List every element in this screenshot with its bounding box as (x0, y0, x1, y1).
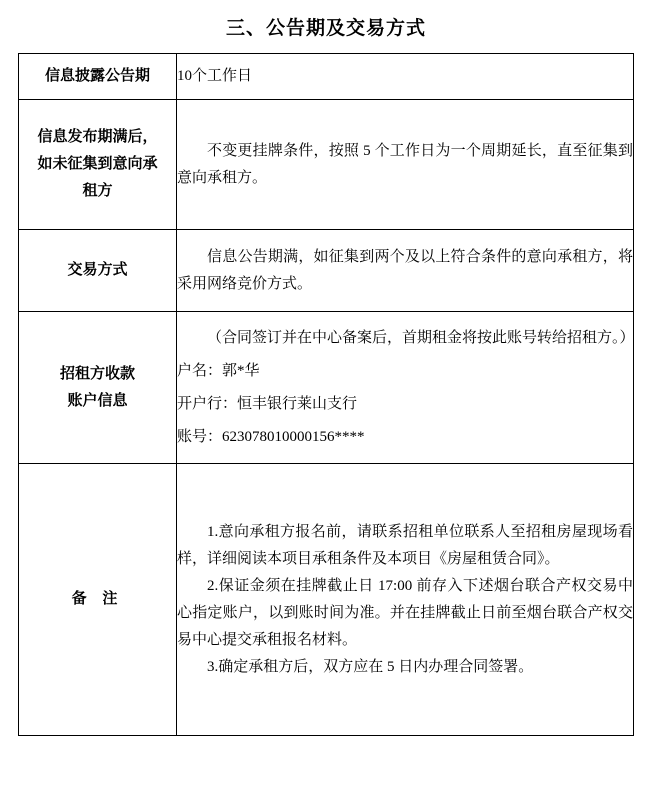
row-value-after-expiry (177, 100, 634, 230)
value-paragraph: 开户行：恒丰银行莱山支行 (177, 395, 358, 412)
row-label-after-expiry (19, 100, 177, 230)
label-line: 信息披露公告期 (44, 68, 150, 84)
label-line: 备 注 (71, 591, 124, 607)
label-line: 信息发布期满后， (37, 129, 158, 145)
value-paragraph: 3.确定承租方后，双方应在 5 日内办理合同签署。 (207, 658, 534, 675)
row-value-transaction-mode (177, 230, 634, 312)
value-paragraph: 不变更挂牌条件，按照 5 个工作日为一个周期延长，直至征集到意向承租方。 (177, 142, 633, 186)
value-paragraph: 10个工作日 (177, 68, 253, 84)
value-paragraph: 信息公告期满，如征集到两个及以上符合条件的意向承租方，将采用网络竞价方式。 (177, 248, 633, 292)
table-row (19, 54, 634, 100)
value-paragraph: 账号：623078010000156**** (177, 428, 365, 445)
row-label-disclosure-period (19, 54, 177, 100)
value-paragraph: 2.保证金须在挂牌截止日 17:00 前存入下述烟台联合产权交易中心指定账户，以到账时间为准。并在挂牌截止日前至烟台联合产权交易中心提交承租报名材料。 (177, 577, 633, 648)
label-line: 招租方收款 (59, 365, 135, 382)
label-line: 如未征集到意向承 (37, 156, 158, 172)
value-paragraph: 户名：郭*华 (177, 362, 260, 379)
page-title: 三、公告期及交易方式 (225, 18, 426, 39)
announcement-table (18, 53, 634, 736)
table-row (19, 464, 634, 736)
table-row (19, 100, 634, 230)
row-label-account-info (19, 312, 177, 464)
value-paragraph: 1.意向承租方报名前，请联系招租单位联系人至招租房屋现场看样，详细阅读本项目承租条件及本项目《房屋租赁合同》。 (177, 523, 633, 567)
table-row (19, 312, 634, 464)
row-value-account-info (177, 312, 634, 464)
label-line: 租方 (82, 183, 113, 199)
row-value-remarks (177, 464, 634, 736)
row-label-remarks (19, 464, 177, 736)
value-paragraph: （合同签订并在中心备案后，首期租金将按此账号转给招租方。） (207, 329, 635, 346)
label-line: 账户信息 (67, 392, 128, 409)
row-value-disclosure-period (177, 54, 634, 100)
table-row (19, 230, 634, 312)
label-line: 交易方式 (67, 262, 128, 278)
row-label-transaction-mode (19, 230, 177, 312)
